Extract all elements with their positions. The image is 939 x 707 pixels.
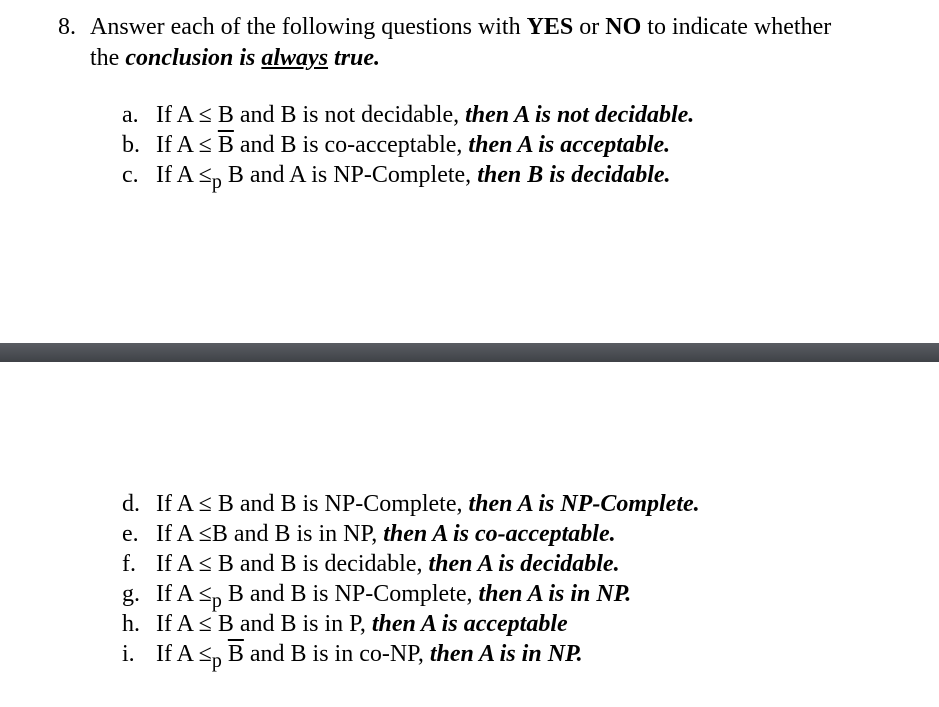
item-letter: c. [122, 162, 139, 188]
divider-bar [0, 343, 939, 362]
or-word: or [573, 14, 606, 40]
true-word: true. [328, 45, 381, 71]
item-letter: f. [122, 551, 136, 577]
complement-b: $\overline{B}$ [217, 132, 234, 158]
question-line-2 [58, 43, 918, 74]
list-item-b [122, 130, 694, 160]
list-item-i [122, 639, 700, 672]
item-letter: g. [122, 581, 140, 607]
list-item-h [122, 609, 700, 639]
always-word: always [261, 45, 329, 71]
item-premise: If A ≤ [156, 641, 212, 667]
item-conclusion: then A is in NP. [478, 581, 632, 607]
yes-word: YES [526, 14, 574, 40]
item-letter: e. [122, 521, 139, 547]
item-conclusion: then A is acceptable [371, 611, 568, 637]
conclusion-phrase: conclusion is [125, 45, 262, 71]
question-line-1 [58, 12, 918, 43]
item-premise: If A ≤ [156, 132, 218, 158]
item-premise: If A ≤ [156, 581, 212, 607]
item-premise: If A ≤ B and B is in P, [156, 611, 372, 637]
question-number: 8. [58, 14, 76, 40]
poly-subscript: p [211, 589, 222, 612]
item-conclusion: then A is co-acceptable. [383, 521, 616, 547]
item-premise: If A ≤ B and B is NP-Complete, [156, 491, 469, 517]
item-premise-rest: B and A is NP-Complete, [221, 162, 478, 188]
poly-subscript: p [211, 170, 222, 193]
question-text-3: the [90, 45, 126, 71]
no-word: NO [605, 14, 642, 40]
item-premise-rest: B and B is NP-Complete, [221, 581, 479, 607]
item-list-top [122, 100, 695, 193]
item-premise-rest: and B is in co-NP, [243, 641, 430, 667]
item-conclusion: then A is acceptable. [468, 132, 671, 158]
item-letter: a. [122, 102, 139, 128]
list-item-c [122, 160, 694, 193]
item-premise: If A ≤B and B is in NP, [156, 521, 384, 547]
item-premise-rest: and B is co-acceptable, [233, 132, 469, 158]
item-conclusion: then A is NP-Complete. [468, 491, 700, 517]
item-conclusion: then A is decidable. [428, 551, 620, 577]
item-letter: i. [122, 641, 135, 667]
list-item-f [122, 549, 700, 579]
list-item-e [122, 519, 700, 549]
item-premise: If A ≤ B and B is decidable, [156, 551, 429, 577]
list-item-a [122, 100, 694, 130]
item-conclusion: then A is not decidable. [465, 102, 695, 128]
item-conclusion: then A is in NP. [429, 641, 583, 667]
list-item-d [122, 489, 700, 519]
complement-b: $\overline{B}$ [227, 641, 244, 667]
item-list-bottom [122, 489, 700, 672]
list-item-g [122, 579, 700, 612]
item-letter: h. [122, 611, 140, 637]
item-premise: If A ≤ B and B is not decidable, [156, 102, 466, 128]
item-letter: d. [122, 491, 140, 517]
item-premise: If A ≤ [156, 162, 212, 188]
question-text-2: to indicate whether [641, 14, 832, 40]
item-conclusion: then B is decidable. [477, 162, 671, 188]
poly-subscript: p [211, 649, 222, 672]
item-letter: b. [122, 132, 140, 158]
question-text-1: Answer each of the following questions with [90, 14, 527, 40]
question-header [58, 12, 918, 74]
